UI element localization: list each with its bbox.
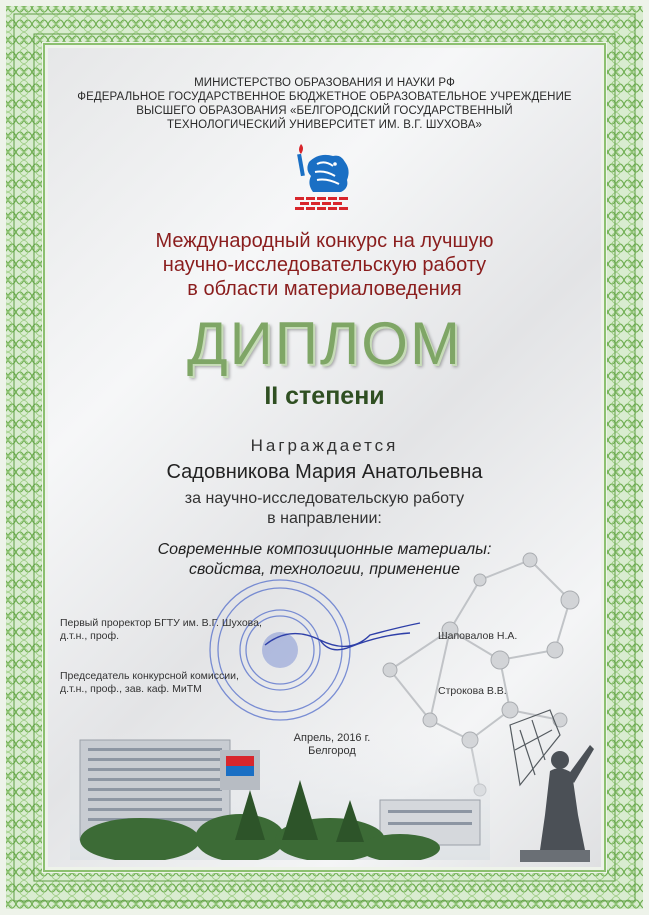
ministry-line-3: ВЫСШЕГО ОБРАЗОВАНИЯ «БЕЛГОРОДСКИЙ ГОСУДАРСТВЕННЫЙ xyxy=(136,105,513,117)
issue-date: Апрель, 2016 г. xyxy=(293,732,371,744)
award-reason-line-2: в направлении: xyxy=(267,510,382,527)
lion-torch-emblem-icon xyxy=(289,140,359,215)
signature-first-role-line-2: д.т.н., проф. xyxy=(60,630,120,642)
research-topic xyxy=(0,540,649,580)
signature-second-role-line-1: Председатель конкурсной комиссии, xyxy=(60,670,239,682)
award-reason xyxy=(0,489,649,529)
contest-line-1: Международный конкурс на лучшую xyxy=(155,230,494,252)
research-topic-line-2: свойства, технологии, применение xyxy=(188,561,461,578)
signature-second-role-line-2: д.т.н., проф., зав. каф. МиТМ xyxy=(60,683,202,695)
diploma-degree: II степени xyxy=(264,382,385,410)
research-topic-line-1: Современные композиционные материалы: xyxy=(157,541,492,558)
issue-city: Белгород xyxy=(308,745,356,757)
award-reason-line-1: за научно-исследовательскую работу xyxy=(184,490,465,507)
signature-first-role xyxy=(60,617,262,643)
signature-second-role xyxy=(60,670,239,696)
ministry-line-1: МИНИСТЕРСТВО ОБРАЗОВАНИЯ И НАУКИ РФ xyxy=(194,77,455,89)
diploma-title: ДИПЛОМ xyxy=(187,310,462,377)
signature-first-name: Шаповалов Н.А. xyxy=(438,630,518,642)
recipient-name: Садовникова Мария Анатольевна xyxy=(166,461,483,483)
contest-title xyxy=(0,229,649,301)
ministry-header xyxy=(0,76,649,132)
issue-date-place xyxy=(272,732,392,758)
statue-image xyxy=(490,705,600,865)
signature-second-name: Строкова В.В. xyxy=(438,685,507,697)
contest-line-2: научно-исследовательскую работу xyxy=(162,254,487,276)
signature-scribble xyxy=(260,605,430,665)
ministry-line-2: ФЕДЕРАЛЬНОЕ ГОСУДАРСТВЕННОЕ БЮДЖЕТНОЕ ОБРАЗОВАТЕЛЬНОЕ УЧРЕЖДЕНИЕ xyxy=(77,91,572,103)
signature-first-role-line-1: Первый проректор БГТУ им. В.Г. Шухова, xyxy=(60,617,262,629)
awarded-label: Награждается xyxy=(250,436,399,455)
contest-line-3: в области материаловедения xyxy=(187,278,462,300)
ministry-line-4: ТЕХНОЛОГИЧЕСКИЙ УНИВЕРСИТЕТ ИМ. В.Г. ШУХОВА» xyxy=(167,119,482,131)
